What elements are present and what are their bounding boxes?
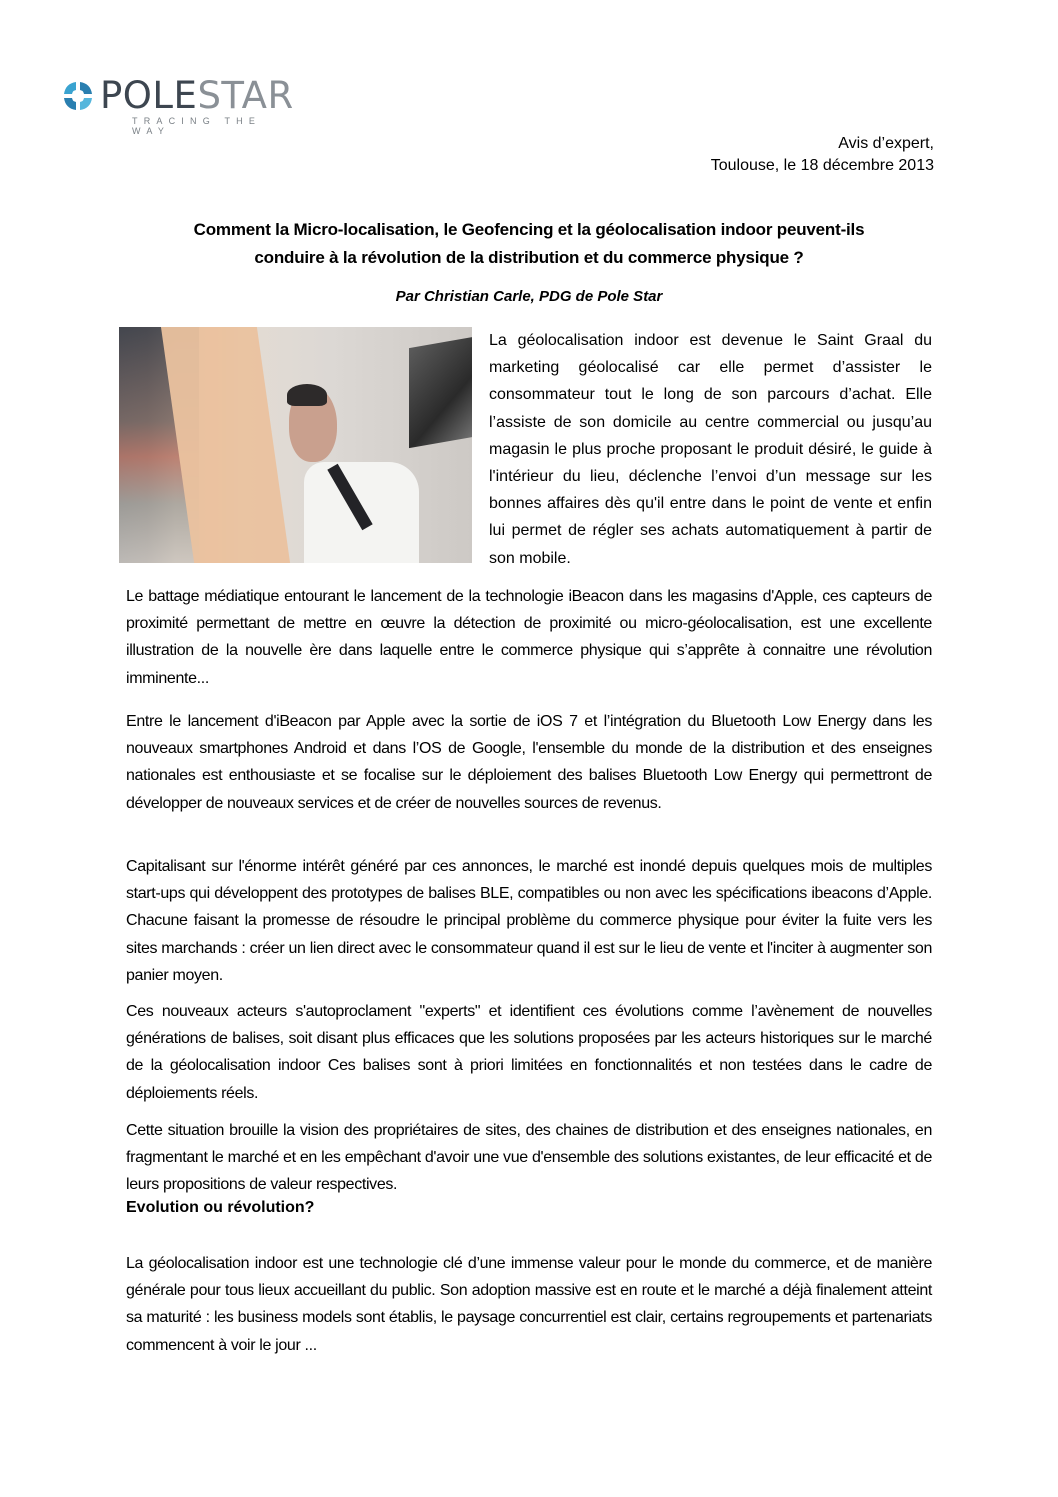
paragraph-1: Le battage médiatique entourant le lancement de la technologie iBeacon dans les magasins d'Apple, ces capteurs de proximité permettant de mettre en œuvre la détection de proximité ou micro-géolocalisation, est une excellente illustration de la nouvelle ère dans laquelle entre le commerce physique qui s’apprête à connaitre une révolution imminente... bbox=[126, 588, 932, 687]
brand-star: STAR bbox=[197, 74, 294, 117]
brand-tagline: TRACING THE WAY bbox=[132, 116, 262, 136]
paragraph-2: Entre le lancement d'iBeacon par Apple avec la sortie de iOS 7 et l’intégration du Bluetooth Low Energy dans les nouveaux smartphones Android et dans l’OS de Google, l'ensemble du monde de la distribution et des enseignes nationales est enthousiaste et se focalise sur le déploiement des balises Bluetooth Low Energy qui permettront de développer de nouveaux services et de créer de nouvelles sources de revenus. bbox=[126, 713, 932, 812]
section-paragraph: La géolocalisation indoor est une technologie clé d’une immense valeur pour le monde du commerce, et de manière générale pour tous lieux accueillant du public. Son adoption massive est en route et le marché a déjà finalement atteint sa maturité : les business models sont établis, le paysage concurrentiel est clair, certains regroupements et partenariats commencent à voir le jour ... bbox=[126, 1255, 932, 1354]
paragraph-5: Cette situation brouille la vision des propriétaires de sites, des chaines de distribution et des enseignes nationales, en fragmentant le marché et en les empêchant d'avoir une vue d'ensemble des solutions existantes, de leur efficacité et de leurs propositions de valeur respectives. bbox=[126, 1122, 932, 1194]
polestar-logo bbox=[62, 74, 294, 136]
section-heading: Evolution ou révolution? bbox=[126, 1199, 315, 1216]
brand-name bbox=[100, 74, 294, 117]
portrait-photo bbox=[119, 327, 472, 563]
compass-star-icon bbox=[62, 80, 94, 112]
place-date: Toulouse, le 18 décembre 2013 bbox=[710, 157, 934, 174]
document-header bbox=[711, 133, 934, 177]
brand-pole: POLE bbox=[100, 74, 198, 117]
doc-type: Avis d’expert, bbox=[838, 135, 934, 152]
title-line-1: Comment la Micro-localisation, le Geofencing et la géolocalisation indoor peuvent-ils bbox=[193, 220, 865, 239]
paragraph-4: Ces nouveaux acteurs s'autoproclament "experts" et identifient ces évolutions comme l’avènement de nouvelles générations de balises, soit disant plus efficaces que les solutions proposées par les acteurs historiques sur le marché de la géolocalisation indoor Ces balises sont à priori limitées en fonctionnalités et non testées dans le cadre de déploiements réels. bbox=[126, 1003, 932, 1102]
title-line-2: conduire à la révolution de la distribution et du commerce physique ? bbox=[254, 248, 804, 267]
byline: Par Christian Carle, PDG de Pole Star bbox=[395, 288, 663, 305]
article-title bbox=[100, 216, 958, 272]
intro-paragraph: La géolocalisation indoor est devenue le Saint Graal du marketing géolocalisé car elle permet d’assister le consommateur tout le long de son parcours d’achat. Elle l’assiste de son domicile au centre commercial ou jusqu’au magasin le plus proche proposant le produit désiré, le guide à l'intérieur du lieu, déclenche l’envoi d’un message sur les bonnes affaires dès qu'il entre dans le point de vente et enfin lui permet de régler ses achats automatiquement à partir de son mobile. bbox=[489, 332, 932, 567]
paragraph-3: Capitalisant sur l'énorme intérêt généré par ces annonces, le marché est inondé depuis quelques mois de multiples start-ups qui développent des prototypes de balises BLE, compatibles ou non avec les spécifications ibeacons d’Apple. Chacune faisant la promesse de résoudre le principal problème du commerce physique pour éviter la fuite vers les sites marchands : créer un lien direct avec le consommateur quand il est sur le lieu de vente et l'inciter à augmenter son panier moyen. bbox=[126, 858, 932, 984]
